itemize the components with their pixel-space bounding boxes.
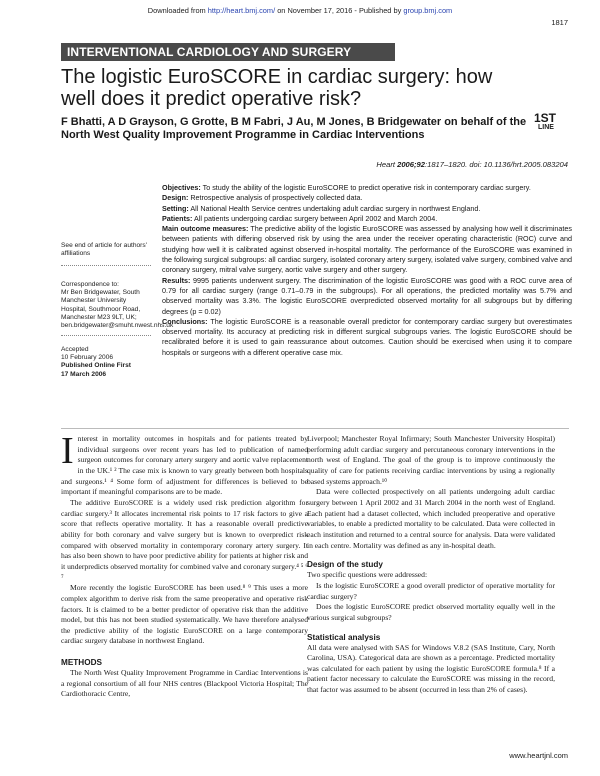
page-number: 1817 bbox=[551, 18, 568, 27]
abstract-text: All patients undergoing cardiac surgery between April 2002 and March 2004. bbox=[192, 213, 438, 223]
author-list: F Bhatti, A D Grayson, G Grotte, B M Fabri, J Au, M Jones, B Bridgewater on behalf of the North West Quality Improvement Programme in Cardiac Interventions bbox=[61, 116, 527, 141]
paragraph: Liverpool; Manchester Royal Infirmary; South Manchester University Hospital) performing adult cardiac surgery and percutaneous coronary interventions in the north west of England. The goal of the group is to improve continuously the quality of care for patients receiving cardiac interventions by using a regionally based systems approach.¹⁰ bbox=[307, 434, 555, 486]
paragraph: The additive EuroSCORE is a widely used risk prediction algorithm for cardiac surgery.³ It allocates incremental risk points to 17 risk factors to give a score that reflects operative mortality. It has a reasonable overall predictive ability for both coronary and valve surgery but is known to overpredict risk compared with observed mortality in contemporary coronary artery surgery. It has also been shown to have poor predictive ability for patients at higher risk and it underpredicts observed mortality for combined valve and coronary surgery.⁴ ⁵ ⁶ ⁷ bbox=[61, 497, 308, 582]
affiliations-note: See end of article for authors' affiliations bbox=[61, 242, 147, 258]
citation-rest: :1817–1820. doi: 10.1136/hrt.2005.083204 bbox=[424, 160, 568, 169]
accepted-date: 10 February 2006 bbox=[61, 354, 114, 362]
published-label: Published Online First bbox=[61, 362, 131, 370]
abstract-text: The logistic EuroSCORE is a reasonable overall predictor for contemporary cardiac surgery but overestimates observed mortality. Its accuracy at predicting risk in different surgical subgroups varies. The logistic EuroSCORE should be recalibrated before it is used to gain reassurance about outcomes. Caution should be exercised when using it to compare hospitals or surgeons with a different operative case mix. bbox=[162, 316, 572, 357]
accepted-label: Accepted bbox=[61, 346, 89, 353]
paragraph: Data were collected prospectively on all patients undergoing adult cardiac surgery between 1 April 2002 and 31 March 2004 in the north west of England. Each patient had a dataset collected, which included preoperative and operative variables, to enable a predicted mortality to be calculated. Data were collected in each institution and returned to a central source for analysis. Data were validated in each centre. Mortality was defined as any in-hospital death. bbox=[307, 487, 555, 550]
badge-top: 1ST bbox=[534, 111, 557, 125]
badge-bottom: LINE bbox=[538, 124, 554, 131]
methods-heading: METHODS bbox=[61, 658, 102, 668]
sidebar-divider bbox=[61, 265, 151, 266]
publisher-link[interactable]: group.bmj.com bbox=[403, 6, 453, 15]
paragraph-text: nterest in mortality outcomes in hospitals and for patients treated by individual surgeons over recent years has led to publication of named surgeon outcomes for coronary artery surgery and aortic valve replacement in the UK.¹ ² The case mix is known to vary greatly between both hospitals and surgeons.¹ ⁴ Some form of adjustment for differences is believed to be important if meaningful comparisons are to be made. bbox=[61, 434, 308, 497]
abstract-label: Conclusions: bbox=[162, 316, 208, 326]
paragraph: All data were analysed with SAS for Windows V.8.2 (SAS Institute, Cary, North Carolina, USA). Categorical data are shown as a percentage. Predicted mortality was calculated for each patient by using the logistic EuroSCORE formula.⁸ If a patient factor necessary to calculate the EuroSCORE was missing in the record, that factor was assumed to be absent (occurred in less than 2% of cases). bbox=[307, 642, 555, 695]
design-heading: Design of the study bbox=[307, 560, 383, 570]
source-link[interactable]: http://heart.bmj.com/ bbox=[207, 6, 276, 15]
abstract-text: 9995 patients underwent surgery. The discrimination of the logistic EuroSCORE was good with a ROC curve area of 0.79 for all cardiac surgery (range 0.71–0.79 in the subgroups). For all operations, the predicted mortality was 5.7% and observed mortality was 3.3%. The logistic EuroSCORE overpredicted observed mortality for all subgroups but by differing degrees (p = 0.02) bbox=[162, 275, 572, 316]
correspondence-label: Correspondence to: bbox=[61, 281, 119, 288]
abstract-objectives bbox=[162, 183, 572, 193]
abstract-label: Patients: bbox=[162, 213, 193, 223]
correspondence-body: Mr Ben Bridgewater, South Manchester University Hospital, Southmoor Road, Manchester M23 9LT, UK; ben.bridgewater@smuht.nwest.nhs.uk bbox=[61, 289, 174, 330]
citation bbox=[376, 160, 568, 169]
abstract-text: The predictive ability of the logistic EuroSCORE was assessed by analysing how well it discriminates between patients with differing observed risk by using the area under the receiver operating characteristic (ROC) curve and studying how well it is calibrated against observed in-hospital mortality. The performance of the EuroSCORE was examined in the following surgical subgroups: all cardiac surgery, isolated coronary artery surgery, isolated valve surgery, combined valve and coronary surgery, mitral valve surgery, aortic valve surgery and other surgery. bbox=[162, 224, 572, 275]
abstract-label: Objectives: bbox=[162, 183, 201, 192]
abstract-label: Main outcome measures: bbox=[162, 224, 249, 234]
abstract-results bbox=[162, 276, 572, 317]
abstract-outcome-measures bbox=[162, 224, 572, 275]
first-line-badge bbox=[534, 113, 556, 133]
abstract-text: To study the ability of the logistic EuroSCORE to predict operative risk in contemporary cardiac surgery. bbox=[200, 183, 531, 192]
intro-paragraph bbox=[61, 430, 308, 498]
question-item: Does the logistic EuroSCORE predict observed mortality equally well in the various surgical subgroups? bbox=[307, 602, 555, 622]
paragraph: Two specific questions were addressed: bbox=[307, 570, 428, 580]
question-item: Is the logistic EuroSCORE a good overall predictor of operative mortality for cardiac surgery? bbox=[307, 580, 555, 601]
article-title: The logistic EuroSCORE in cardiac surgery: how well does it predict operative risk? bbox=[61, 66, 493, 110]
drop-cap: I bbox=[61, 430, 74, 472]
paragraph: The North West Quality Improvement Programme in Cardiac Interventions is a regional consortium of all four NHS centres (Blackpool Victoria Hospital; The Cardiothoracic Centre, bbox=[61, 668, 308, 699]
abstract-text: All National Health Service centres undertaking adult cardiac surgery in northwest England. bbox=[188, 203, 481, 213]
citation-volume: 2006;92 bbox=[395, 160, 425, 169]
abstract-rule bbox=[61, 428, 569, 429]
download-middle: on November 17, 2016 - Published by bbox=[275, 6, 404, 15]
body-right-column bbox=[307, 434, 555, 696]
footer-url[interactable]: www.heartjnl.com bbox=[509, 751, 568, 760]
sidebar-divider bbox=[61, 335, 151, 336]
abstract-label: Setting: bbox=[162, 203, 189, 213]
abstract bbox=[162, 183, 572, 358]
paragraph: More recently the logistic EuroSCORE has been used.⁸ ⁹ This uses a more complex algorithm to derive risk from the same preoperative and operative risk factors. It is claimed to be a better predictor of operative risk than the additive model, but this has not been studied systematically. We have therefore analysed the predictive ability of the logistic EuroSCORE on a large contemporary cardiac surgery database in northwest England. bbox=[61, 583, 308, 646]
abstract-label: Design: bbox=[162, 193, 189, 203]
published-date: 17 March 2006 bbox=[61, 370, 107, 378]
download-prefix: Downloaded from bbox=[147, 6, 208, 15]
abstract-setting bbox=[162, 204, 572, 214]
citation-journal: Heart bbox=[376, 160, 395, 169]
abstract-text: Retrospective analysis of prospectively collected data. bbox=[188, 193, 363, 203]
body-left-column bbox=[61, 430, 308, 700]
abstract-design bbox=[162, 193, 572, 203]
section-banner bbox=[61, 43, 395, 61]
abstract-label: Results: bbox=[162, 275, 191, 285]
dates bbox=[61, 346, 151, 379]
correspondence bbox=[61, 281, 174, 330]
abstract-patients bbox=[162, 214, 572, 224]
section-banner-label: INTERVENTIONAL CARDIOLOGY AND SURGERY bbox=[67, 45, 352, 59]
abstract-conclusions bbox=[162, 317, 572, 358]
download-notice bbox=[0, 6, 600, 15]
stats-heading: Statistical analysis bbox=[307, 632, 381, 642]
